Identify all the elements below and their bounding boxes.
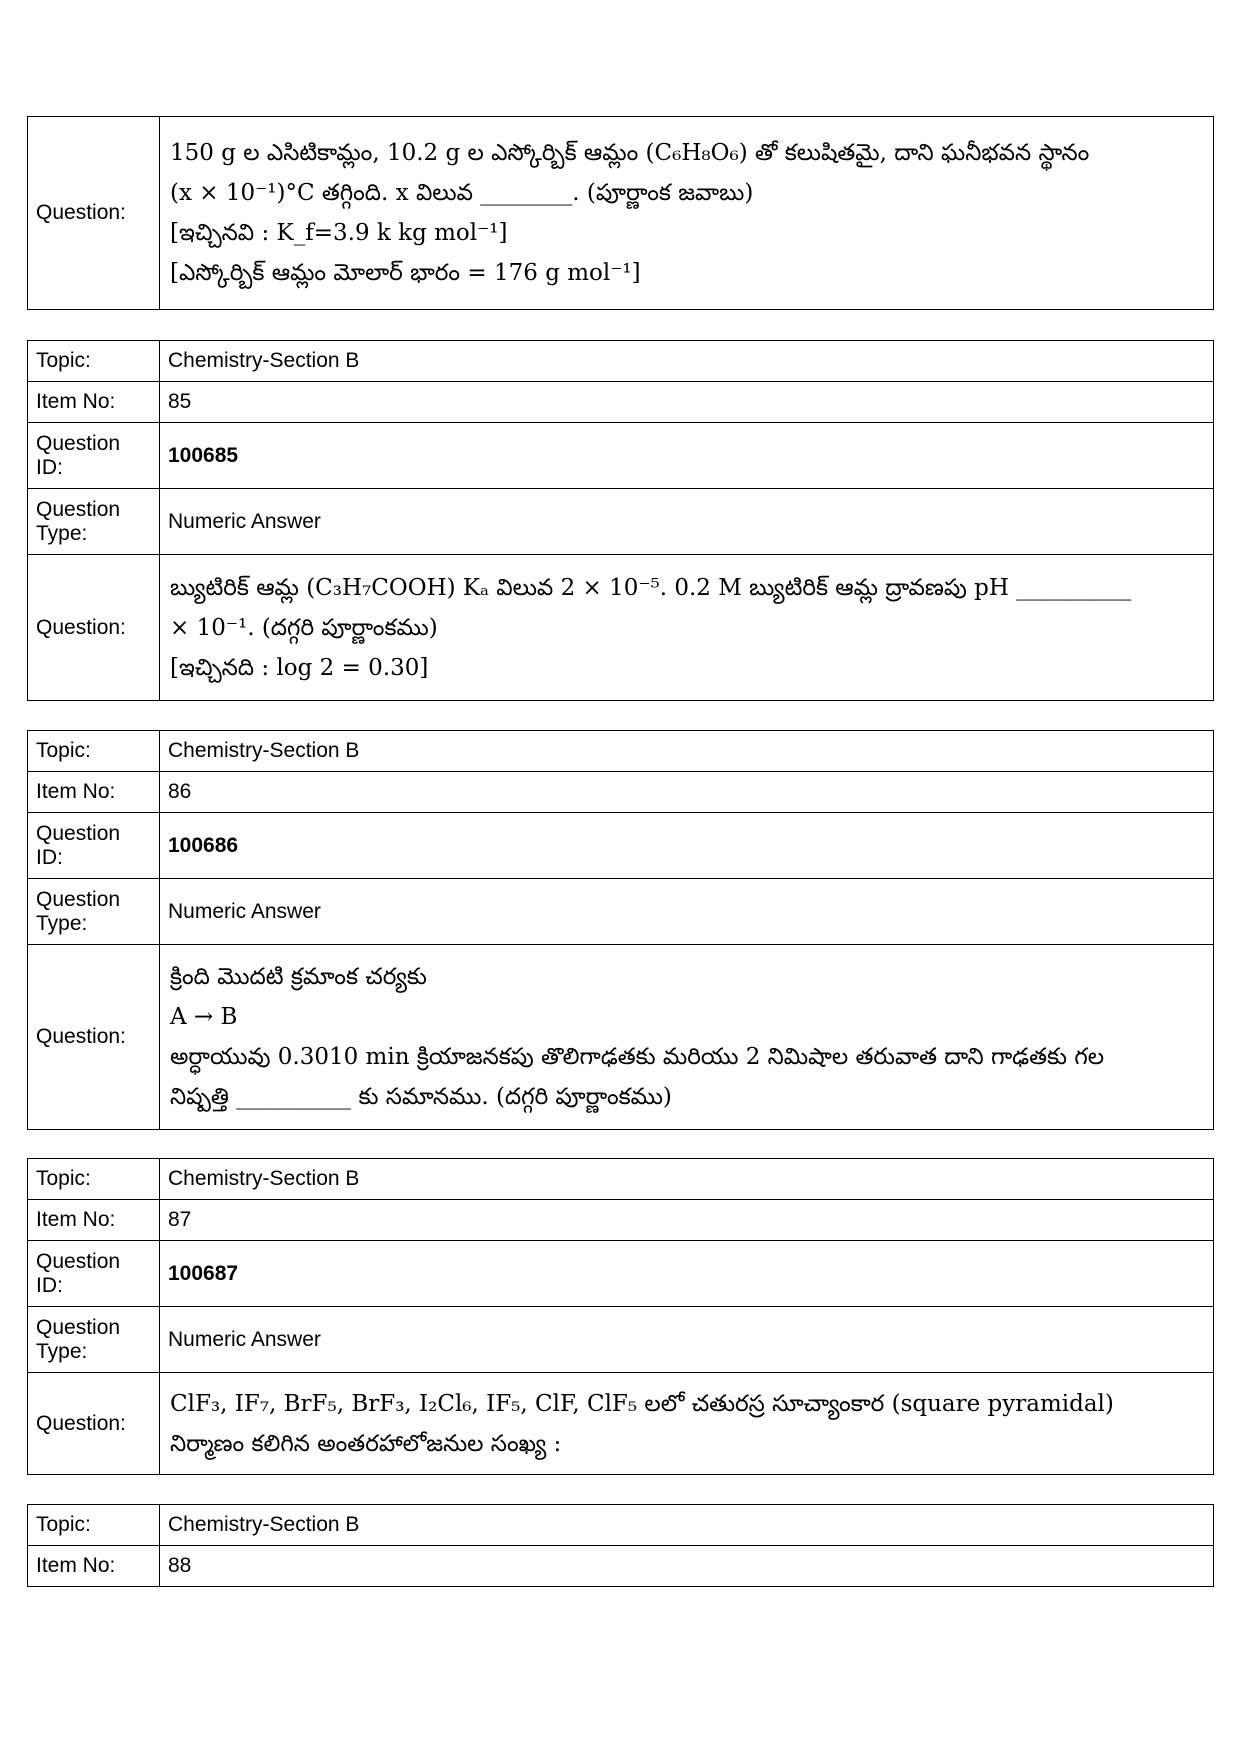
item-no-value: 86 — [160, 772, 1214, 813]
question-line: ClF₃, IF₇, BrF₅, BrF₃, I₂Cl₆, IF₅, ClF, ClF₅ లలో చతురస్ర సూచ్యాంకార (square pyramidal) — [170, 1390, 1114, 1417]
topic-label: Topic: — [28, 1159, 160, 1200]
question-line: (x × 10⁻¹)°C తగ్గింది. x విలువ ________. (పూర్ణాంక జవాబు) — [170, 180, 754, 206]
question-label: Question: — [28, 945, 160, 1130]
question-line: × 10⁻¹. (దగ్గరి పూర్ణాంకము) — [170, 614, 438, 641]
item-no-value: 85 — [160, 382, 1214, 423]
topic-label: Topic: — [28, 1505, 160, 1546]
question-id-label: Question ID: — [28, 813, 160, 879]
item-no-label: Item No: — [28, 772, 160, 813]
question-line: [ఇచ్చినది : log 2 = 0.30] — [170, 654, 429, 681]
question-line: క్రింది మొదటి క్రమాంక చర్యకు — [170, 964, 427, 990]
question-label: Question: — [28, 555, 160, 701]
question-text — [160, 117, 1214, 310]
question-block-88 — [27, 1504, 1214, 1587]
question-line: నిష్పత్తి __________ కు సమానము. (దగ్గరి పూర్ణాంకము) — [170, 1084, 672, 1110]
question-id-value: 100686 — [160, 813, 1214, 879]
question-type-label: Question Type: — [28, 1307, 160, 1373]
question-line: 150 g ల ఎసిటికామ్లం, 10.2 g ల ఎస్కోర్బిక్ ఆమ్లం (C₆H₈O₆) తో కలుషితమై, దాని ఘనీభవన స్థానం — [170, 140, 1090, 166]
topic-value: Chemistry-Section B — [160, 731, 1214, 772]
item-no-label: Item No: — [28, 382, 160, 423]
topic-value: Chemistry-Section B — [160, 1159, 1214, 1200]
question-id-value: 100687 — [160, 1241, 1214, 1307]
question-block-86 — [27, 730, 1214, 1130]
question-id-label: Question ID: — [28, 423, 160, 489]
question-type-label: Question Type: — [28, 489, 160, 555]
question-line: [ఇచ్చినవి : K_f=3.9 k kg mol⁻¹] — [170, 220, 508, 246]
item-no-value: 87 — [160, 1200, 1214, 1241]
question-id-label: Question ID: — [28, 1241, 160, 1307]
question-block-84 — [27, 116, 1214, 310]
question-block-87 — [27, 1158, 1214, 1475]
topic-value: Chemistry-Section B — [160, 1505, 1214, 1546]
item-no-value: 88 — [160, 1546, 1214, 1587]
question-text — [160, 1373, 1214, 1475]
question-text — [160, 555, 1214, 701]
question-type-value: Numeric Answer — [160, 879, 1214, 945]
question-type-value: Numeric Answer — [160, 1307, 1214, 1373]
question-type-label: Question Type: — [28, 879, 160, 945]
question-id-value: 100685 — [160, 423, 1214, 489]
question-block-85 — [27, 340, 1214, 701]
question-line: అర్ధాయువు 0.3010 min క్రియాజనకపు తొలిగాఢతకు మరియు 2 నిమిషాల తరువాత దాని గాఢతకు గల — [170, 1044, 1105, 1070]
topic-label: Topic: — [28, 731, 160, 772]
question-line: A → B — [170, 1004, 238, 1030]
question-text — [160, 945, 1214, 1130]
question-type-value: Numeric Answer — [160, 489, 1214, 555]
topic-label: Topic: — [28, 341, 160, 382]
item-no-label: Item No: — [28, 1546, 160, 1587]
question-label: Question: — [28, 117, 160, 310]
question-line: బ్యుటిరిక్ ఆమ్ల (C₃H₇COOH) Kₐ విలువ 2 × 10⁻⁵. 0.2 M బ్యుటిరిక్ ఆమ్ల ద్రావణపు pH __________ — [170, 574, 1132, 601]
item-no-label: Item No: — [28, 1200, 160, 1241]
question-line: నిర్మాణం కలిగిన అంతరహాలోజనుల సంఖ్య : — [170, 1430, 562, 1457]
question-line: [ఎస్కోర్బిక్ ఆమ్లం మోలార్ భారం = 176 g mol⁻¹] — [170, 260, 641, 286]
question-label: Question: — [28, 1373, 160, 1475]
topic-value: Chemistry-Section B — [160, 341, 1214, 382]
